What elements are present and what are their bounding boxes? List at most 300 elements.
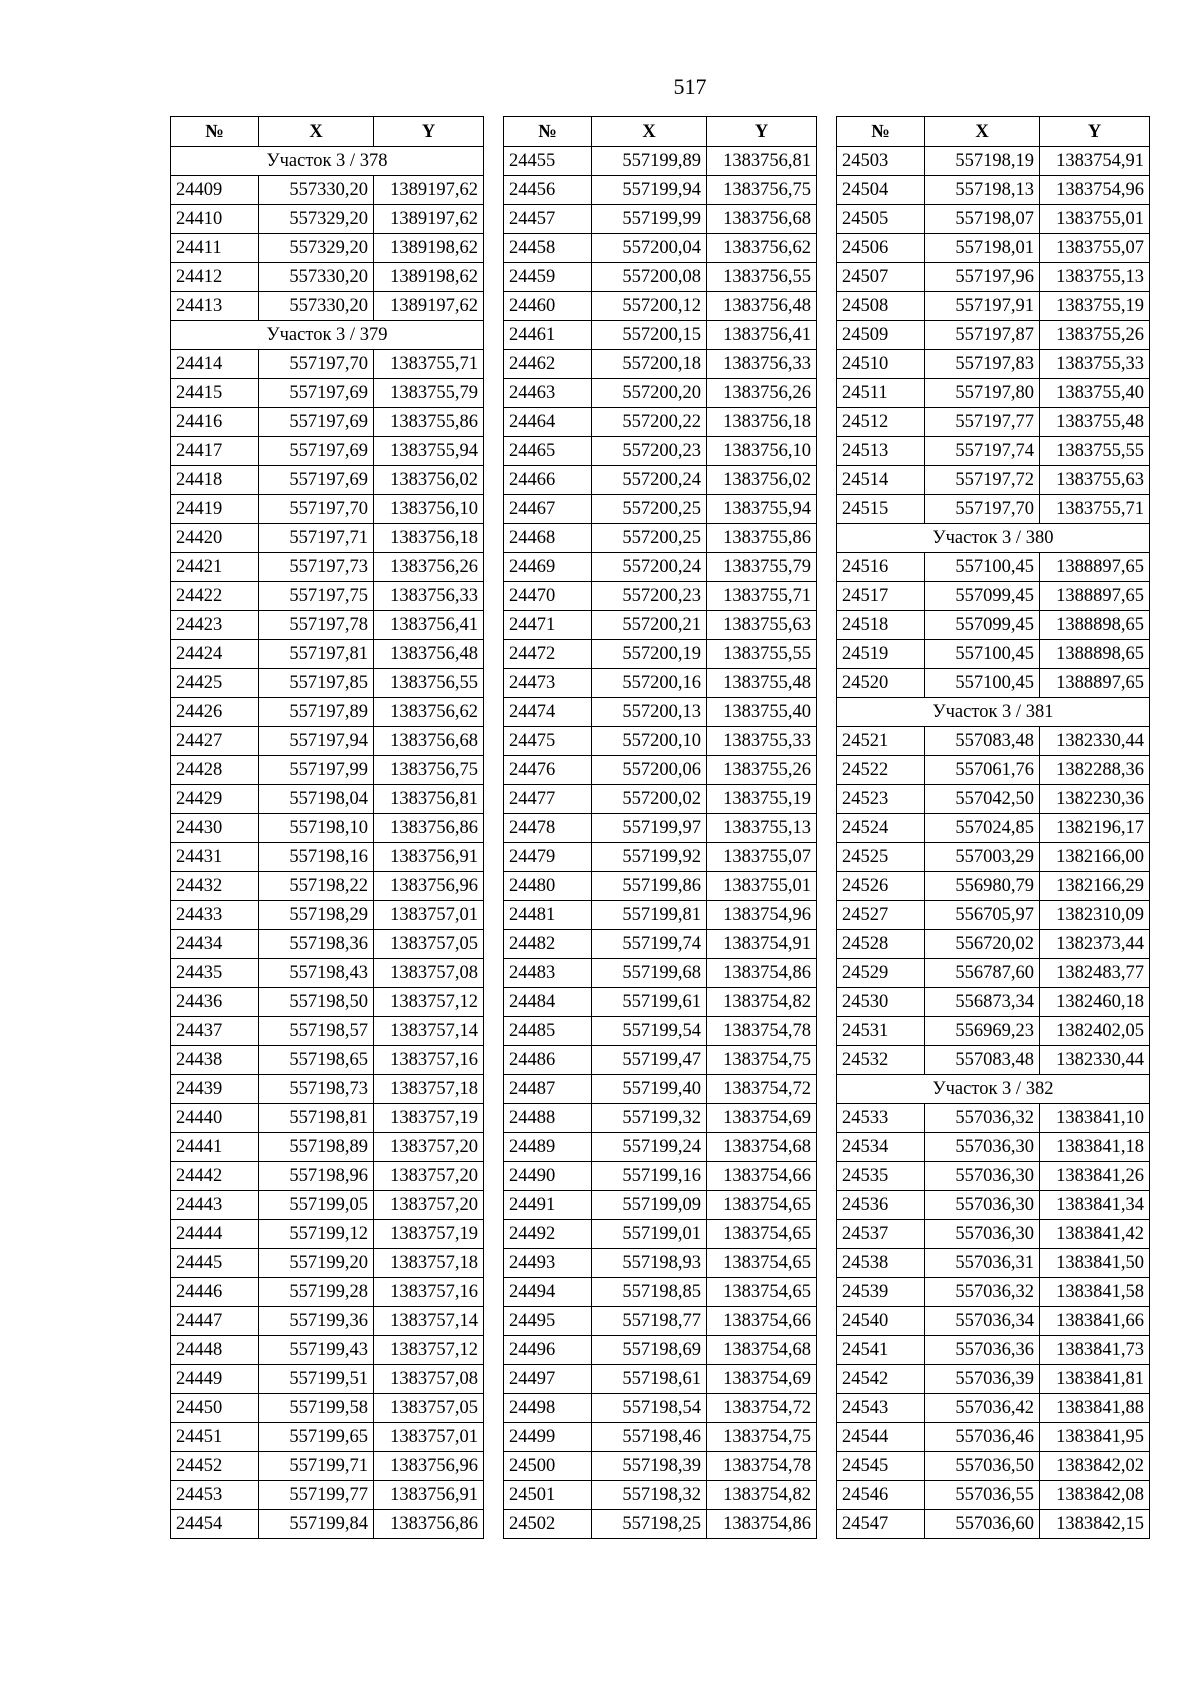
table-row <box>837 321 1150 350</box>
table-row <box>504 321 817 350</box>
section-title: Участок 3 / 378 <box>171 147 484 176</box>
point-number-cell: 24469 <box>504 553 592 582</box>
x-coordinate-cell: 557036,46 <box>925 1423 1040 1452</box>
x-coordinate-cell: 557197,94 <box>259 727 374 756</box>
y-coordinate-cell: 1383756,91 <box>374 843 484 872</box>
x-coordinate-cell: 557199,51 <box>259 1365 374 1394</box>
x-coordinate-cell: 557036,32 <box>925 1278 1040 1307</box>
x-coordinate-cell: 557197,91 <box>925 292 1040 321</box>
table-row <box>504 292 817 321</box>
point-number-cell: 24438 <box>171 1046 259 1075</box>
y-coordinate-cell: 1383756,62 <box>374 698 484 727</box>
point-number-cell: 24461 <box>504 321 592 350</box>
point-number-cell: 24507 <box>837 263 925 292</box>
point-number-cell: 24447 <box>171 1307 259 1336</box>
header-y: Y <box>1040 117 1150 147</box>
x-coordinate-cell: 557003,29 <box>925 843 1040 872</box>
section-row <box>171 147 484 176</box>
table-row <box>504 1133 817 1162</box>
header-num: № <box>504 117 592 147</box>
point-number-cell: 24477 <box>504 785 592 814</box>
point-number-cell: 24492 <box>504 1220 592 1249</box>
x-coordinate-cell: 557100,45 <box>925 553 1040 582</box>
x-coordinate-cell: 557197,70 <box>925 495 1040 524</box>
table-row <box>837 1307 1150 1336</box>
point-number-cell: 24541 <box>837 1336 925 1365</box>
x-coordinate-cell: 557200,06 <box>592 756 707 785</box>
table-row <box>504 234 817 263</box>
y-coordinate-cell: 1383756,68 <box>374 727 484 756</box>
x-coordinate-cell: 557197,71 <box>259 524 374 553</box>
table-row <box>171 495 484 524</box>
x-coordinate-cell: 557199,99 <box>592 205 707 234</box>
y-coordinate-cell: 1383755,79 <box>374 379 484 408</box>
point-number-cell: 24449 <box>171 1365 259 1394</box>
y-coordinate-cell: 1383756,75 <box>374 756 484 785</box>
y-coordinate-cell: 1383756,41 <box>374 611 484 640</box>
x-coordinate-cell: 557199,89 <box>592 147 707 176</box>
point-number-cell: 24539 <box>837 1278 925 1307</box>
x-coordinate-cell: 557200,25 <box>592 524 707 553</box>
table-row <box>171 1365 484 1394</box>
point-number-cell: 24448 <box>171 1336 259 1365</box>
table-row <box>171 553 484 582</box>
table-row <box>504 1452 817 1481</box>
x-coordinate-cell: 557199,86 <box>592 872 707 901</box>
table-row <box>504 1162 817 1191</box>
table-row <box>837 205 1150 234</box>
point-number-cell: 24542 <box>837 1365 925 1394</box>
table-row <box>171 466 484 495</box>
table-row <box>837 727 1150 756</box>
section-row <box>171 321 484 350</box>
x-coordinate-cell: 557199,47 <box>592 1046 707 1075</box>
x-coordinate-cell: 557198,54 <box>592 1394 707 1423</box>
point-number-cell: 24503 <box>837 147 925 176</box>
point-number-cell: 24519 <box>837 640 925 669</box>
x-coordinate-cell: 557200,20 <box>592 379 707 408</box>
table-row <box>837 1249 1150 1278</box>
table-row <box>504 698 817 727</box>
section-row <box>837 1075 1150 1104</box>
y-coordinate-cell: 1383756,18 <box>707 408 817 437</box>
point-number-cell: 24523 <box>837 785 925 814</box>
point-number-cell: 24412 <box>171 263 259 292</box>
y-coordinate-cell: 1383754,66 <box>707 1162 817 1191</box>
point-number-cell: 24457 <box>504 205 592 234</box>
x-coordinate-cell: 557083,48 <box>925 727 1040 756</box>
header-num: № <box>171 117 259 147</box>
x-coordinate-cell: 557199,68 <box>592 959 707 988</box>
point-number-cell: 24466 <box>504 466 592 495</box>
point-number-cell: 24511 <box>837 379 925 408</box>
table-row <box>837 147 1150 176</box>
y-coordinate-cell: 1383756,10 <box>707 437 817 466</box>
y-coordinate-cell: 1383756,41 <box>707 321 817 350</box>
x-coordinate-cell: 557199,54 <box>592 1017 707 1046</box>
x-coordinate-cell: 557197,80 <box>925 379 1040 408</box>
y-coordinate-cell: 1383841,18 <box>1040 1133 1150 1162</box>
y-coordinate-cell: 1383754,69 <box>707 1365 817 1394</box>
y-coordinate-cell: 1388897,65 <box>1040 582 1150 611</box>
y-coordinate-cell: 1383755,86 <box>374 408 484 437</box>
y-coordinate-cell: 1382310,09 <box>1040 901 1150 930</box>
x-coordinate-cell: 557199,74 <box>592 930 707 959</box>
table-row <box>504 640 817 669</box>
table-row <box>171 234 484 263</box>
x-coordinate-cell: 557197,69 <box>259 379 374 408</box>
x-coordinate-cell: 557199,84 <box>259 1510 374 1539</box>
y-coordinate-cell: 1383754,82 <box>707 1481 817 1510</box>
point-number-cell: 24515 <box>837 495 925 524</box>
x-coordinate-cell: 557197,89 <box>259 698 374 727</box>
table-row <box>837 843 1150 872</box>
y-coordinate-cell: 1383756,48 <box>374 640 484 669</box>
y-coordinate-cell: 1383755,55 <box>1040 437 1150 466</box>
table-row <box>504 147 817 176</box>
header-x: X <box>259 117 374 147</box>
y-coordinate-cell: 1383756,18 <box>374 524 484 553</box>
point-number-cell: 24452 <box>171 1452 259 1481</box>
point-number-cell: 24509 <box>837 321 925 350</box>
x-coordinate-cell: 557197,85 <box>259 669 374 698</box>
y-coordinate-cell: 1383755,13 <box>707 814 817 843</box>
table-row <box>171 1249 484 1278</box>
table-row <box>837 176 1150 205</box>
x-coordinate-cell: 557199,36 <box>259 1307 374 1336</box>
table-row <box>837 1133 1150 1162</box>
y-coordinate-cell: 1383757,16 <box>374 1278 484 1307</box>
x-coordinate-cell: 557197,72 <box>925 466 1040 495</box>
table-row <box>504 1278 817 1307</box>
y-coordinate-cell: 1383841,58 <box>1040 1278 1150 1307</box>
point-number-cell: 24418 <box>171 466 259 495</box>
point-number-cell: 24441 <box>171 1133 259 1162</box>
point-number-cell: 24532 <box>837 1046 925 1075</box>
x-coordinate-cell: 557199,65 <box>259 1423 374 1452</box>
point-number-cell: 24432 <box>171 872 259 901</box>
table-row <box>171 901 484 930</box>
y-coordinate-cell: 1389197,62 <box>374 292 484 321</box>
point-number-cell: 24425 <box>171 669 259 698</box>
header-y: Y <box>707 117 817 147</box>
point-number-cell: 24474 <box>504 698 592 727</box>
point-number-cell: 24451 <box>171 1423 259 1452</box>
y-coordinate-cell: 1383755,71 <box>374 350 484 379</box>
x-coordinate-cell: 557198,19 <box>925 147 1040 176</box>
y-coordinate-cell: 1383841,66 <box>1040 1307 1150 1336</box>
table-row <box>171 582 484 611</box>
x-coordinate-cell: 557329,20 <box>259 205 374 234</box>
y-coordinate-cell: 1383754,65 <box>707 1220 817 1249</box>
table-row <box>837 466 1150 495</box>
point-number-cell: 24413 <box>171 292 259 321</box>
table-row <box>171 1452 484 1481</box>
table-row <box>171 1278 484 1307</box>
x-coordinate-cell: 557198,01 <box>925 234 1040 263</box>
y-coordinate-cell: 1383757,19 <box>374 1220 484 1249</box>
table-row <box>504 727 817 756</box>
x-coordinate-cell: 557198,65 <box>259 1046 374 1075</box>
table-row <box>504 1046 817 1075</box>
point-number-cell: 24473 <box>504 669 592 698</box>
x-coordinate-cell: 557199,94 <box>592 176 707 205</box>
y-coordinate-cell: 1382373,44 <box>1040 930 1150 959</box>
x-coordinate-cell: 557200,15 <box>592 321 707 350</box>
table-row <box>837 263 1150 292</box>
section-row <box>837 698 1150 727</box>
point-number-cell: 24547 <box>837 1510 925 1539</box>
table-row <box>837 1423 1150 1452</box>
table-row <box>171 698 484 727</box>
y-coordinate-cell: 1388898,65 <box>1040 640 1150 669</box>
x-coordinate-cell: 557197,70 <box>259 495 374 524</box>
y-coordinate-cell: 1383755,33 <box>707 727 817 756</box>
point-number-cell: 24431 <box>171 843 259 872</box>
x-coordinate-cell: 557198,39 <box>592 1452 707 1481</box>
point-number-cell: 24535 <box>837 1162 925 1191</box>
x-coordinate-cell: 557200,18 <box>592 350 707 379</box>
point-number-cell: 24543 <box>837 1394 925 1423</box>
point-number-cell: 24546 <box>837 1481 925 1510</box>
y-coordinate-cell: 1383754,66 <box>707 1307 817 1336</box>
x-coordinate-cell: 557199,01 <box>592 1220 707 1249</box>
table-row <box>171 1220 484 1249</box>
point-number-cell: 24465 <box>504 437 592 466</box>
point-number-cell: 24494 <box>504 1278 592 1307</box>
x-coordinate-cell: 557036,30 <box>925 1220 1040 1249</box>
point-number-cell: 24537 <box>837 1220 925 1249</box>
x-coordinate-cell: 556787,60 <box>925 959 1040 988</box>
table-row <box>171 437 484 466</box>
x-coordinate-cell: 557036,30 <box>925 1133 1040 1162</box>
table-row <box>504 901 817 930</box>
point-number-cell: 24483 <box>504 959 592 988</box>
table-row <box>504 1336 817 1365</box>
point-number-cell: 24486 <box>504 1046 592 1075</box>
y-coordinate-cell: 1383755,40 <box>707 698 817 727</box>
x-coordinate-cell: 557083,48 <box>925 1046 1040 1075</box>
point-number-cell: 24508 <box>837 292 925 321</box>
point-number-cell: 24517 <box>837 582 925 611</box>
table-row <box>171 930 484 959</box>
point-number-cell: 24421 <box>171 553 259 582</box>
table-row <box>171 1104 484 1133</box>
x-coordinate-cell: 557200,12 <box>592 292 707 321</box>
y-coordinate-cell: 1388897,65 <box>1040 553 1150 582</box>
point-number-cell: 24504 <box>837 176 925 205</box>
point-number-cell: 24506 <box>837 234 925 263</box>
x-coordinate-cell: 557197,87 <box>925 321 1040 350</box>
point-number-cell: 24423 <box>171 611 259 640</box>
x-coordinate-cell: 557036,30 <box>925 1191 1040 1220</box>
x-coordinate-cell: 557197,83 <box>925 350 1040 379</box>
y-coordinate-cell: 1383756,33 <box>374 582 484 611</box>
header-x: X <box>925 117 1040 147</box>
y-coordinate-cell: 1383754,65 <box>707 1249 817 1278</box>
x-coordinate-cell: 557200,24 <box>592 553 707 582</box>
y-coordinate-cell: 1389197,62 <box>374 176 484 205</box>
x-coordinate-cell: 557330,20 <box>259 176 374 205</box>
table-row <box>171 379 484 408</box>
y-coordinate-cell: 1383754,78 <box>707 1017 817 1046</box>
y-coordinate-cell: 1389197,62 <box>374 205 484 234</box>
table-row <box>171 727 484 756</box>
y-coordinate-cell: 1382196,17 <box>1040 814 1150 843</box>
y-coordinate-cell: 1383842,02 <box>1040 1452 1150 1481</box>
table-row <box>171 1307 484 1336</box>
x-coordinate-cell: 557200,19 <box>592 640 707 669</box>
y-coordinate-cell: 1383754,69 <box>707 1104 817 1133</box>
point-number-cell: 24415 <box>171 379 259 408</box>
y-coordinate-cell: 1383757,12 <box>374 988 484 1017</box>
y-coordinate-cell: 1383756,02 <box>374 466 484 495</box>
table-row <box>504 1220 817 1249</box>
point-number-cell: 24496 <box>504 1336 592 1365</box>
y-coordinate-cell: 1383756,02 <box>707 466 817 495</box>
table-row <box>837 640 1150 669</box>
table-row <box>504 1249 817 1278</box>
table-row <box>171 1046 484 1075</box>
point-number-cell: 24531 <box>837 1017 925 1046</box>
point-number-cell: 24416 <box>171 408 259 437</box>
table-row <box>837 292 1150 321</box>
y-coordinate-cell: 1383755,48 <box>1040 408 1150 437</box>
point-number-cell: 24512 <box>837 408 925 437</box>
x-coordinate-cell: 557197,99 <box>259 756 374 785</box>
x-coordinate-cell: 557200,23 <box>592 437 707 466</box>
table-row <box>171 1336 484 1365</box>
point-number-cell: 24490 <box>504 1162 592 1191</box>
table-row <box>837 1104 1150 1133</box>
y-coordinate-cell: 1383754,86 <box>707 1510 817 1539</box>
point-number-cell: 24484 <box>504 988 592 1017</box>
x-coordinate-cell: 557099,45 <box>925 582 1040 611</box>
table-row <box>171 756 484 785</box>
table-row <box>837 1191 1150 1220</box>
x-coordinate-cell: 557200,25 <box>592 495 707 524</box>
table-row <box>837 901 1150 930</box>
y-coordinate-cell: 1383841,81 <box>1040 1365 1150 1394</box>
x-coordinate-cell: 557198,16 <box>259 843 374 872</box>
point-number-cell: 24540 <box>837 1307 925 1336</box>
point-number-cell: 24472 <box>504 640 592 669</box>
x-coordinate-cell: 557199,05 <box>259 1191 374 1220</box>
x-coordinate-cell: 557198,32 <box>592 1481 707 1510</box>
point-number-cell: 24463 <box>504 379 592 408</box>
point-number-cell: 24510 <box>837 350 925 379</box>
x-coordinate-cell: 557198,85 <box>592 1278 707 1307</box>
y-coordinate-cell: 1382402,05 <box>1040 1017 1150 1046</box>
header-row <box>171 117 484 147</box>
y-coordinate-cell: 1383756,10 <box>374 495 484 524</box>
y-coordinate-cell: 1383841,26 <box>1040 1162 1150 1191</box>
y-coordinate-cell: 1382483,77 <box>1040 959 1150 988</box>
x-coordinate-cell: 557198,22 <box>259 872 374 901</box>
table-row <box>504 988 817 1017</box>
table-row <box>171 1394 484 1423</box>
table-row <box>171 1075 484 1104</box>
point-number-cell: 24536 <box>837 1191 925 1220</box>
header-row <box>837 117 1150 147</box>
point-number-cell: 24498 <box>504 1394 592 1423</box>
point-number-cell: 24514 <box>837 466 925 495</box>
point-number-cell: 24516 <box>837 553 925 582</box>
table-row <box>504 1191 817 1220</box>
y-coordinate-cell: 1383841,95 <box>1040 1423 1150 1452</box>
y-coordinate-cell: 1383757,14 <box>374 1307 484 1336</box>
y-coordinate-cell: 1383755,63 <box>707 611 817 640</box>
y-coordinate-cell: 1383756,26 <box>707 379 817 408</box>
table-row <box>837 611 1150 640</box>
y-coordinate-cell: 1383756,55 <box>374 669 484 698</box>
point-number-cell: 24456 <box>504 176 592 205</box>
header-row <box>504 117 817 147</box>
table-row <box>837 1336 1150 1365</box>
table-row <box>504 1481 817 1510</box>
x-coordinate-cell: 557199,24 <box>592 1133 707 1162</box>
table-row <box>504 785 817 814</box>
table-row <box>504 959 817 988</box>
x-coordinate-cell: 557197,70 <box>259 350 374 379</box>
y-coordinate-cell: 1383755,33 <box>1040 350 1150 379</box>
x-coordinate-cell: 557199,40 <box>592 1075 707 1104</box>
point-number-cell: 24524 <box>837 814 925 843</box>
point-number-cell: 24529 <box>837 959 925 988</box>
point-number-cell: 24467 <box>504 495 592 524</box>
table-row <box>171 292 484 321</box>
y-coordinate-cell: 1383756,62 <box>707 234 817 263</box>
y-coordinate-cell: 1382166,00 <box>1040 843 1150 872</box>
table-row <box>504 1365 817 1394</box>
table-row <box>171 176 484 205</box>
table-row <box>837 1220 1150 1249</box>
x-coordinate-cell: 557200,04 <box>592 234 707 263</box>
table-row <box>171 1510 484 1539</box>
y-coordinate-cell: 1383842,15 <box>1040 1510 1150 1539</box>
y-coordinate-cell: 1383841,73 <box>1040 1336 1150 1365</box>
x-coordinate-cell: 557199,81 <box>592 901 707 930</box>
table-row <box>171 1162 484 1191</box>
table-row <box>504 930 817 959</box>
point-number-cell: 24433 <box>171 901 259 930</box>
y-coordinate-cell: 1383755,79 <box>707 553 817 582</box>
point-number-cell: 24480 <box>504 872 592 901</box>
x-coordinate-cell: 557036,39 <box>925 1365 1040 1394</box>
point-number-cell: 24450 <box>171 1394 259 1423</box>
table-row <box>171 814 484 843</box>
point-number-cell: 24414 <box>171 350 259 379</box>
section-title: Участок 3 / 380 <box>837 524 1150 553</box>
point-number-cell: 24475 <box>504 727 592 756</box>
y-coordinate-cell: 1383756,86 <box>374 1510 484 1539</box>
x-coordinate-cell: 556720,02 <box>925 930 1040 959</box>
point-number-cell: 24409 <box>171 176 259 205</box>
point-number-cell: 24442 <box>171 1162 259 1191</box>
section-title: Участок 3 / 381 <box>837 698 1150 727</box>
y-coordinate-cell: 1382460,18 <box>1040 988 1150 1017</box>
table-row <box>171 640 484 669</box>
x-coordinate-cell: 556969,23 <box>925 1017 1040 1046</box>
point-number-cell: 24491 <box>504 1191 592 1220</box>
point-number-cell: 24513 <box>837 437 925 466</box>
header-num: № <box>837 117 925 147</box>
table-row <box>837 495 1150 524</box>
table-row <box>504 872 817 901</box>
y-coordinate-cell: 1383757,19 <box>374 1104 484 1133</box>
table-row <box>837 553 1150 582</box>
x-coordinate-cell: 557197,81 <box>259 640 374 669</box>
